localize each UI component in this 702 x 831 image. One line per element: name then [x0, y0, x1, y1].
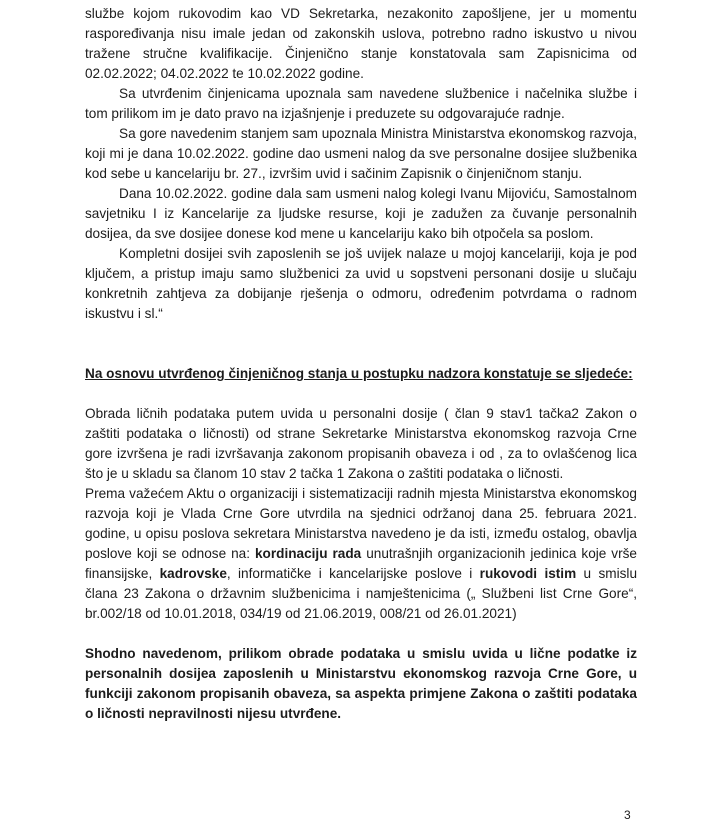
page-number: 3 [624, 808, 631, 822]
act-text-bold-manages: rukovodi istim [479, 566, 577, 581]
act-text-part-3: , informatičke i kancelarijske poslove i [226, 566, 480, 581]
paragraph-conclusion: Shodno navedenom, prilikom obrade podataka u smislu uvida u lične podatke iz personalnih dosijea zaposlenih u Ministarstvu ekonomskog razvoja Crne Gore, u funkciji zakonom propisanih obaveza, sa aspekta primjene Zakona o zaštiti podataka o ličnosti nepravilnosti nijesu utvrđene. [85, 646, 637, 721]
paragraph-employment-irregularity: službe kojom rukovodim kao VD Sekretarka, nezakonito zapošljene, jer u momentu raspoređivanja nisu imale jedan od zakonskih uslova, potrebno radno iskustvo u nivou tražene stručne kvalifikacije. Činjenično stanje konstatovala sam Zapisnicima od 02.02.2022; 04.02.2022 te 10.02.2022 godine. [85, 6, 637, 81]
paragraph-data-processing: Obrada ličnih podataka putem uvida u personalni dosije ( član 9 stav1 tačka2 Zakon o zaštiti podataka o ličnosti) od strane Sekretarke Ministarstva ekonomskog razvoja Crne gore izvršena je radi izvršavanja zakonom propisanih obaveza i od , za to ovlašćenog lica što je u skladu sa članom 10 stav 2 tačka 1 Zakona o zaštiti podataka o ličnosti. [85, 406, 637, 481]
act-text-bold-personnel: kadrovske [159, 566, 227, 581]
act-text-bold-coordination: kordinaciju rada [255, 546, 362, 561]
section-heading-findings: Na osnovu utvrđenog činjeničnog stanja u postupku nadzora konstatuje se sljedeće: [85, 366, 633, 381]
paragraph-verbal-order: Dana 10.02.2022. godine dala sam usmeni nalog kolegi Ivanu Mijoviću, Samostalnom savjetniku I iz Kancelarije za ljudske resurse, koji je zadužen za čuvanje personalnih dosijea, da sve dosijee donese kod mene u kancelariju kako bih otpočela sa poslom. [85, 186, 637, 241]
document-body [85, 4, 637, 724]
act-text-part-4: u smislu člana 23 Zakona o državnim službenicima i namještenicima („ Službeni list Crne Gore“, br.002/18 od 10.01.2018, 034/19 od 21.06.2019, 008/21 od 26.01.2021) [85, 566, 638, 621]
paragraph-minister-order: Sa gore navedenim stanjem sam upoznala Ministra Ministarstva ekonomskog razvoja, koji mi je dana 10.02.2022. godine dao usmeni nalog da sve personalne dosijee službenika kod sebe u kancelariju br. 27., izvršim uvid i sačinim Zapisnik o činjeničnom stanju. [85, 126, 637, 181]
act-text-part-1: Prema važećem Aktu o organizaciji i sistematizaciji radnih mjesta Ministarstva ekonomskog razvoja koji je Vlada Crne Gore utvrdila na sjednici održanoj dana 25. februara 2021. godine, u opisu poslova sekretara Ministarstva navedeno je da isti, između ostalog, obavlja poslove koji se odnose na: [85, 486, 637, 561]
paragraph-organization-act [85, 484, 637, 624]
paragraph-files-location: Kompletni dosijei svih zaposlenih se još uvijek nalaze u mojoj kancelariji, koja je pod ključem, a pristup imaju samo službenici za uvid u sopstveni personani dosije u slučaju konkretnih zahtjeva za dobijanje rješenja o odmoru, određenim potvrdama o radnom iskustvu i sl.“ [85, 246, 637, 321]
act-text-part-2: unutrašnjih organizacionih jedinica koje vrše finansijske, [85, 546, 637, 581]
paragraph-informed-employees: Sa utvrđenim činjenicama upoznala sam navedene službenice i načelnika službe i tom prilikom im je dato pravo na izjašnjenje i preduzete su odgovarajuće radnje. [85, 86, 637, 121]
